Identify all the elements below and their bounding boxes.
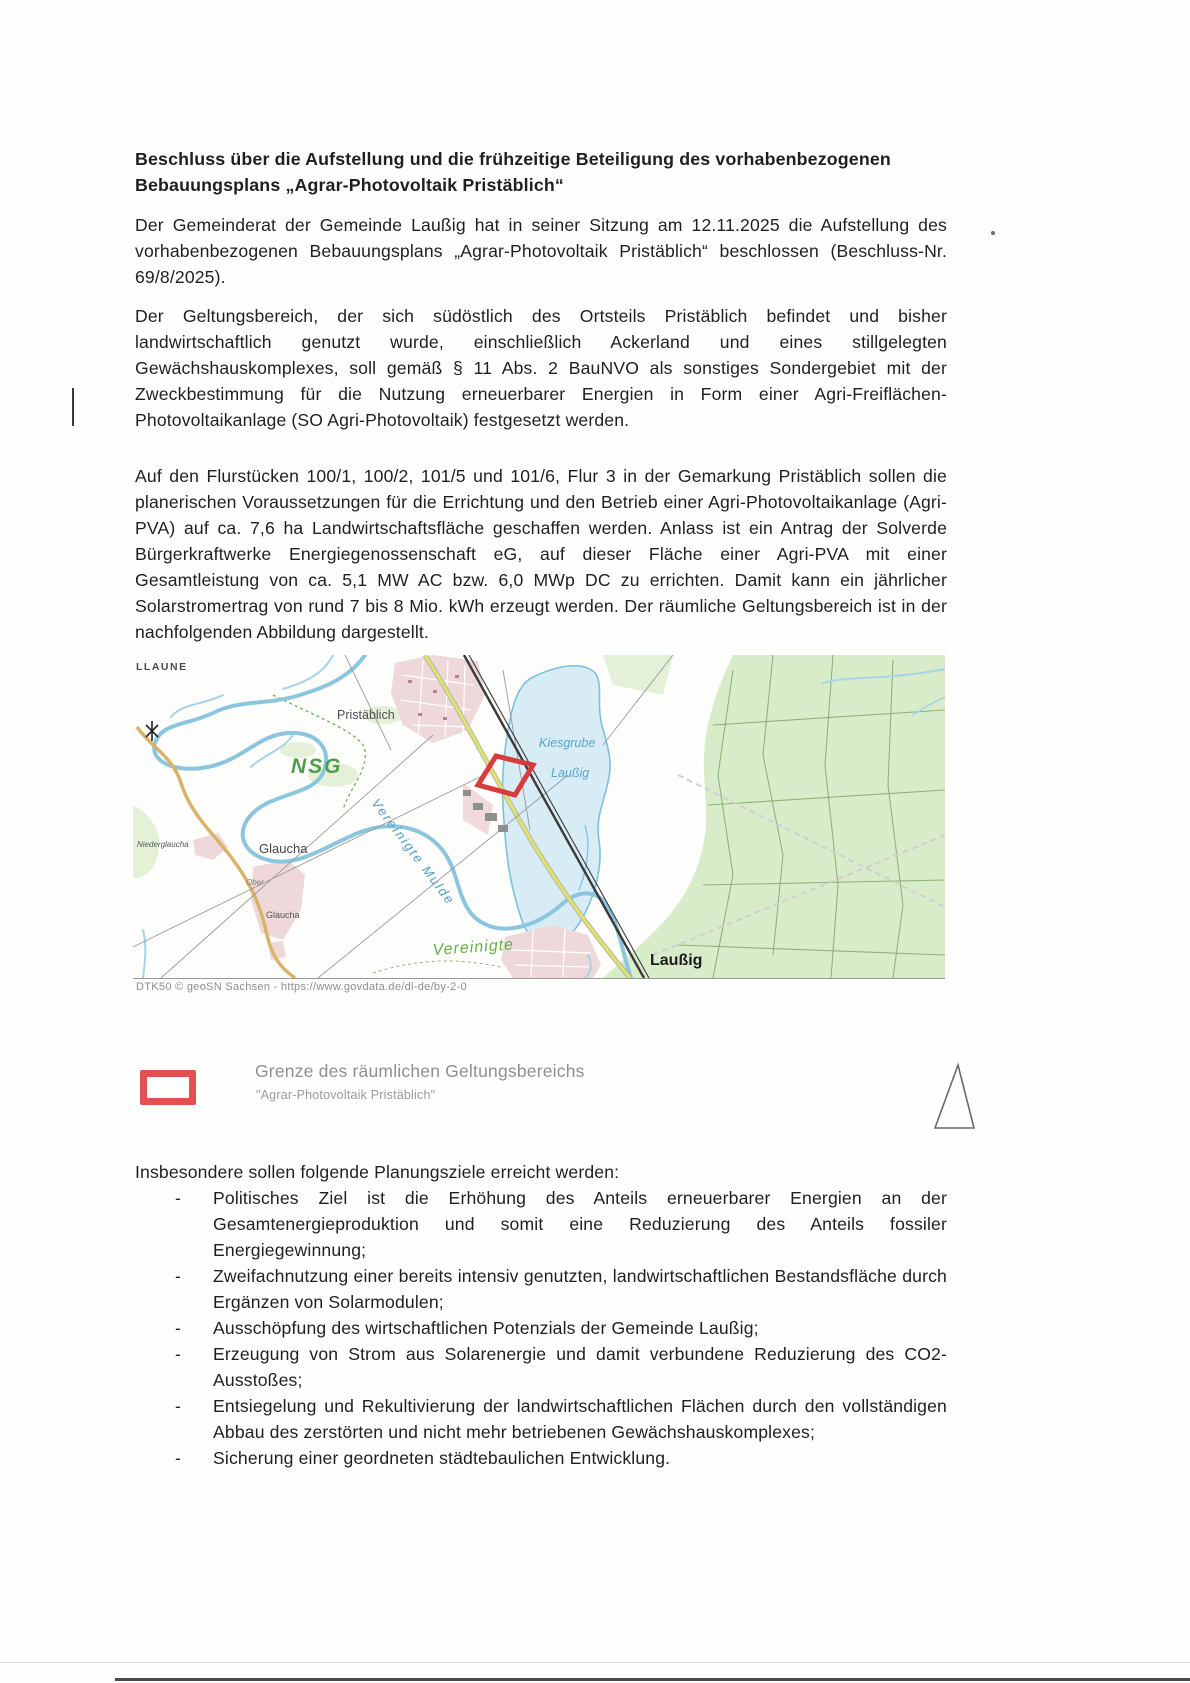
map-label-kiesgrube-laussig: Laußig [551, 766, 590, 780]
goal-text: Politisches Ziel ist die Erhöhung des Anteils erneuerbarer Energien an der Gesamtenergieproduktion und somit eine Reduzierung des Anteils fossiler Energiegewinnung; [213, 1188, 947, 1260]
plan-boundary-legend-icon [140, 1070, 196, 1105]
goal-bullet: - [175, 1266, 182, 1286]
scan-dot-artifact [991, 231, 995, 235]
goal-bullet: - [175, 1318, 182, 1338]
map-image [133, 655, 945, 978]
goal-item-3 [135, 1315, 947, 1341]
goal-text: Erzeugung von Strom aus Solarenergie und damit verbundene Reduzierung des CO2-Ausstoßes; [213, 1344, 947, 1390]
north-arrow-icon [928, 1062, 984, 1139]
site-map [133, 655, 945, 979]
planning-goals-section [135, 1159, 947, 1471]
goal-bullet: - [175, 1344, 182, 1364]
goal-text: Ausschöpfung des wirtschaftlichen Potenzials der Gemeinde Laußig; [213, 1318, 759, 1338]
map-label-corner: LLAUNE [136, 661, 188, 673]
paragraph-1: Der Gemeinderat der Gemeinde Laußig hat in seiner Sitzung am 12.11.2025 die Aufstellung des vorhabenbezogenen Bebauungsplans „Agrar-Photovoltaik Pristäblich“ beschlossen (Beschluss-Nr. 69/8/2025). [135, 215, 947, 287]
map-label-niederglaucha: Niederglaucha [137, 840, 189, 849]
goal-item-2 [135, 1263, 947, 1315]
map-label-pristaeblich: Pristäblich [337, 708, 395, 722]
map-label-kiesgrube: Kiesgrube [539, 736, 596, 750]
map-attribution: DTK50 © geoSN Sachsen - https://www.govdata.de/dl-de/by-2-0 [136, 981, 467, 993]
map-label-glaucha-small: Glaucha [266, 910, 300, 920]
page-bottom-edge [115, 1678, 1190, 1681]
goal-bullet: - [175, 1188, 182, 1208]
map-label-vereinigte: Vereinigte [432, 936, 515, 959]
map-label-nsg: NSG [291, 755, 343, 778]
map-label-ober: Ober [246, 878, 264, 887]
goal-item-5 [135, 1393, 947, 1445]
goals-intro: Insbesondere sollen folgende Planungsziele erreicht werden: [135, 1162, 620, 1182]
paragraph-3: Auf den Flurstücken 100/1, 100/2, 101/5 und 101/6, Flur 3 in der Gemarkung Pristäblich sollen die planerischen Voraussetzungen für die Errichtung und den Betrieb einer Agri-Photovoltaikanlage (Agri-PVA) auf ca. 7,6 ha Landwirtschaftsfläche geschaffen werden. Anlass ist ein Antrag der Solverde Bürgerkraftwerke Energiegenossenschaft eG, auf dieser Fläche einer Agri-PVA mit einer Gesamtleistung von ca. 5,1 MW AC bzw. 6,0 MWp DC zu errichten. Damit kann ein jährlicher Solarstromertrag von rund 7 bis 8 Mio. kWh erzeugt werden. Der räumliche Geltungsbereich ist in der nachfolgenden Abbildung dargestellt. [135, 466, 947, 642]
paragraph-2: Der Geltungsbereich, der sich südöstlich des Ortsteils Pristäblich befindet und bisher landwirtschaftlich genutzt wurde, einschließlich Ackerland und eines stillgelegten Gewächshauskomplexes, soll gemäß § 11 Abs. 2 BauNVO als sonstiges Sondergebiet mit der Zweckbestimmung für die Nutzung erneuerbarer Energien in Form einer Agri-Freiflächen-Photovoltaikanlage (SO Agri-Photovoltaik) festgesetzt werden. [135, 306, 947, 430]
map-label-laussig: Laußig [650, 952, 703, 969]
goal-bullet: - [175, 1448, 182, 1468]
goal-item-6 [135, 1445, 947, 1471]
scan-line-artifact [0, 1662, 1190, 1663]
map-label-river: Vereinigte Mulde [368, 795, 459, 908]
legend-label: Grenze des räumlichen Geltungsbereichs [255, 1061, 585, 1081]
goal-item-4 [135, 1341, 947, 1393]
document-title: Beschluss über die Aufstellung und die frühzeitige Beteiligung des vorhabenbezogenen Bebauungsplans „Agrar-Photovoltaik Pristäblich“ [135, 149, 891, 195]
goal-text: Entsiegelung und Rekultivierung der landwirtschaftlichen Flächen durch den vollständigen Abbau des zerstörten und nicht mehr betriebenen Gewächshauskomplexes; [213, 1396, 947, 1442]
goal-text: Sicherung einer geordneten städtebaulichen Entwicklung. [213, 1448, 671, 1468]
goal-bullet: - [175, 1396, 182, 1416]
margin-mark [72, 388, 74, 426]
goal-text: Zweifachnutzung einer bereits intensiv genutzten, landwirtschaftlichen Bestandsfläche durch Ergänzen von Solarmodulen; [213, 1266, 947, 1312]
goal-item-1 [135, 1185, 947, 1263]
map-label-glaucha: Glaucha [259, 841, 308, 856]
legend-sublabel: "Agrar-Photovoltaik Pristäblich" [256, 1088, 436, 1102]
